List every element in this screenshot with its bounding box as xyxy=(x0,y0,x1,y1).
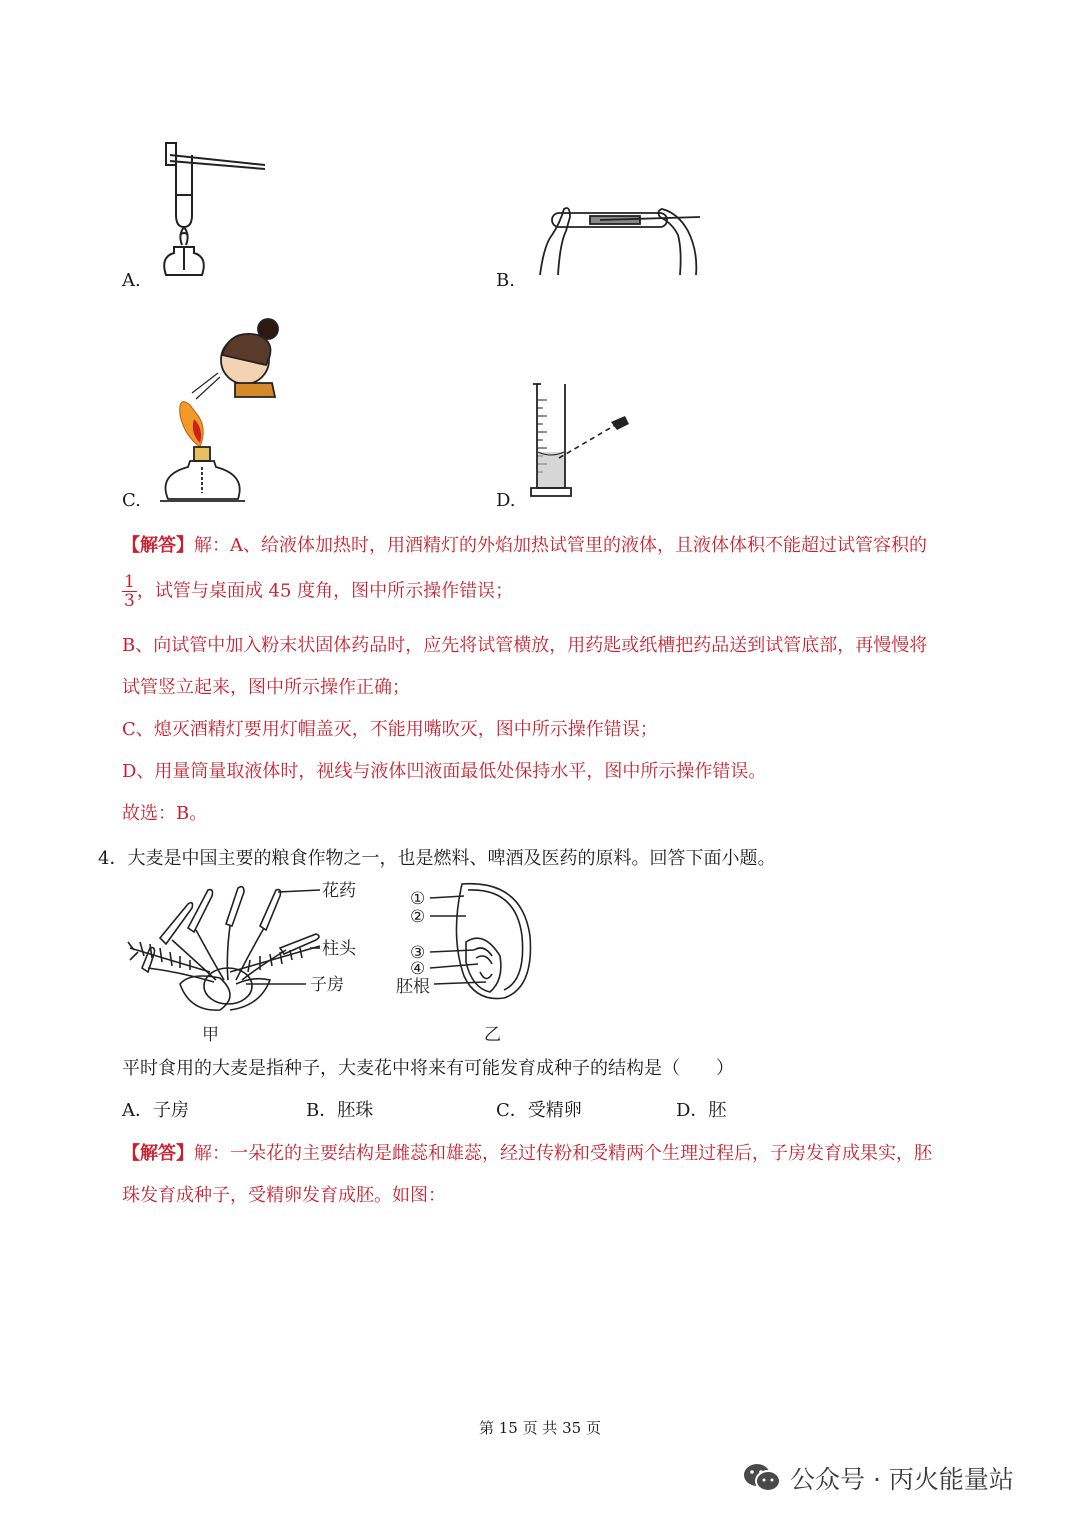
q4-answer-line-1: 【解答】解：一朵花的主要结构是雌蕊和雄蕊，经过传粉和受精两个生理过程后，子房发育成果实，胚 xyxy=(122,1143,932,1164)
q3-answer-line-6: D、用量筒量取液体时，视线与液体凹液面最低处保持水平，图中所示操作错误。 xyxy=(122,761,767,782)
q3-answer-line-4: 试管竖立起来，图中所示操作正确； xyxy=(122,677,410,698)
wechat-icon xyxy=(742,1462,782,1494)
choice-b[interactable]: B．胚珠 xyxy=(306,1100,374,1121)
figure-b-adding-powder xyxy=(530,195,710,280)
choice-c[interactable]: C．受精卵 xyxy=(496,1100,582,1121)
label-n4: ④ xyxy=(410,959,426,979)
answer-tag: 【解答】 xyxy=(122,1143,194,1164)
answer-tag: 【解答】 xyxy=(122,535,194,556)
option-b-label: B. xyxy=(496,270,515,291)
q4-stem: 4．大麦是中国主要的粮食作物之一，也是燃料、啤酒及医药的原料。回答下面小题。 xyxy=(98,848,776,869)
figure-yi-barley-seed xyxy=(392,876,542,1048)
watermark: 公众号 · 丙火能量站 xyxy=(742,1458,1014,1498)
label-zifang: 子房 xyxy=(310,975,344,995)
fraction-one-third: $\frac{1}{3}$ xyxy=(124,572,135,611)
q4-number: 4． xyxy=(98,848,128,869)
q4-question: 平时食用的大麦是指种子，大麦花中将来有可能发育成种子的结构是（ ） xyxy=(122,1058,734,1079)
figure-jia-barley-flower xyxy=(120,876,370,1046)
choice-d[interactable]: D．胚 xyxy=(676,1100,727,1121)
page-footer: 第 15 页 共 35 页 xyxy=(478,1419,601,1437)
label-huayao: 花药 xyxy=(322,881,356,901)
q3-answer-line-2: $\frac{1}{3}$ ，试管与桌面成 45 度角，图中所示操作错误； xyxy=(124,572,514,611)
q3-answer-line-5: C、熄灭酒精灯要用灯帽盖灭，不能用嘴吹灭，图中所示操作错误； xyxy=(122,719,658,740)
figure-c-blowing-lamp xyxy=(150,315,285,505)
label-zhutou: 柱头 xyxy=(322,939,356,959)
q3-answer-line-7: 故选：B。 xyxy=(122,803,208,824)
label-n2: ② xyxy=(410,907,426,927)
label-peigen: 胚根 xyxy=(396,977,430,997)
q4-answer-line-2: 珠发育成种子，受精卵发育成胚。如图： xyxy=(122,1185,446,1206)
choice-a[interactable]: A．子房 xyxy=(122,1100,189,1121)
option-a-label: A. xyxy=(122,270,141,291)
figure-d-measuring-cylinder xyxy=(525,378,645,503)
caption-jia: 甲 xyxy=(202,1025,219,1045)
caption-yi: 乙 xyxy=(484,1025,501,1045)
option-d-label: D. xyxy=(496,490,516,511)
q3-answer-line-3: B、向试管中加入粉末状固体药品时，应先将试管横放，用药匙或纸槽把药品送到试管底部，再慢慢将 xyxy=(122,635,928,656)
figure-a-heating-tube xyxy=(150,135,280,285)
option-c-label: C. xyxy=(122,490,141,511)
q3-answer-line-1: 【解答】解：A、给液体加热时，用酒精灯的外焰加热试管里的液体，且液体体积不能超过试管容积的 xyxy=(122,535,927,556)
label-n1: ① xyxy=(410,889,426,909)
label-n3: ③ xyxy=(410,943,426,963)
